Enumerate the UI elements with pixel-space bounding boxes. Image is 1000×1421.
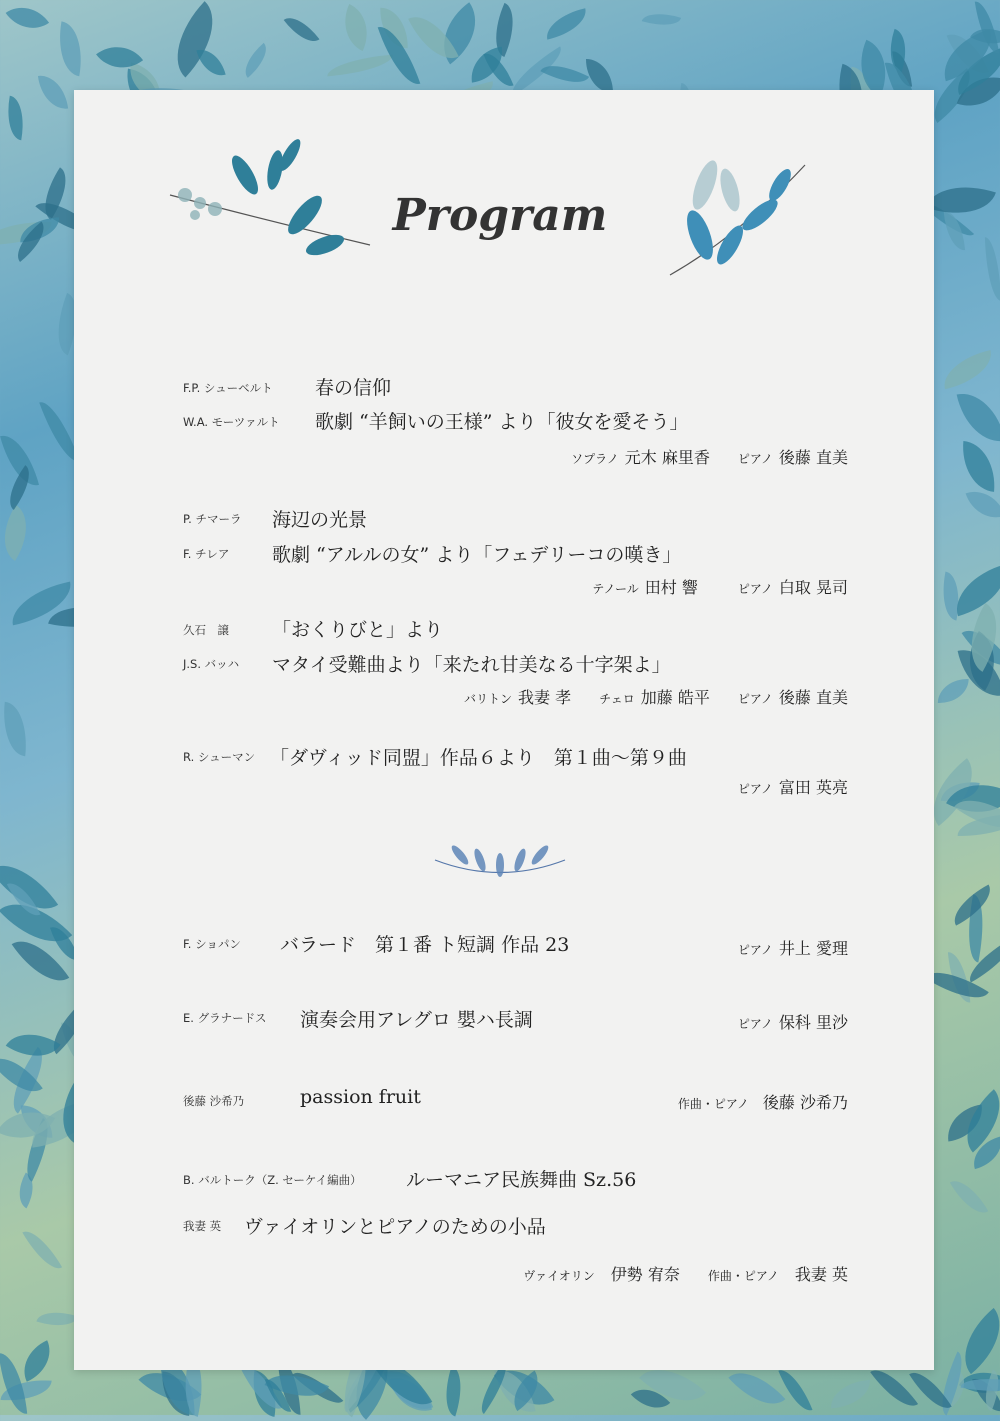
work-title: 春の信仰 <box>315 377 392 399</box>
page-title: Program <box>392 190 608 241</box>
background-leaf <box>938 679 969 705</box>
performer-name: 後藤 直美 <box>778 688 848 707</box>
performer-name: 後藤 直美 <box>778 448 848 467</box>
background-leaf <box>437 1366 469 1416</box>
composer-label: 我妻 英 <box>183 1219 222 1233</box>
background-leaf <box>37 1306 79 1333</box>
background-leaf <box>196 45 225 81</box>
background-leaf <box>779 1365 813 1417</box>
performer-role: ピアノ <box>737 692 773 706</box>
background-leaf <box>830 1380 873 1409</box>
performer-line <box>678 1090 848 1113</box>
background-leaf <box>959 441 998 492</box>
work-title: 「おくりびと」より <box>272 619 444 641</box>
work-title: バラード 第１番 ト短調 作品 23 <box>280 934 570 956</box>
composer-label: F.P. シューベルト <box>183 381 273 395</box>
background-leaf <box>950 1173 988 1220</box>
work-title: マタイ受難曲より「来たれ甘美なる十字架よ」 <box>272 654 671 676</box>
performer-name: 富田 英亮 <box>778 778 848 797</box>
composer-label: F. チレア <box>183 547 230 561</box>
composer-label: P. チマーラ <box>183 512 242 526</box>
performer-role: テノール <box>592 582 639 596</box>
background-leaf <box>542 8 590 40</box>
performer-line <box>592 575 848 598</box>
work-title: 「ダヴィッド同盟」作品６より 第１曲〜第９曲 <box>270 747 687 769</box>
performer-name: 我妻 孝 <box>518 688 572 707</box>
performer-line <box>464 685 848 708</box>
performer-role: チェロ <box>599 692 635 706</box>
performer-line <box>523 1262 848 1285</box>
performer-role: ソプラノ <box>571 452 619 466</box>
background-leaf <box>0 505 40 561</box>
work-title: passion fruit <box>300 1086 421 1108</box>
performer-line <box>738 775 848 798</box>
performer-name: 白取 晃司 <box>778 578 848 597</box>
performer-name: 元木 麻里香 <box>624 448 710 467</box>
background-leaf <box>326 54 394 76</box>
performer-role: 作曲・ピアノ <box>677 1097 749 1111</box>
background-leaf <box>14 1340 59 1382</box>
work-title: 演奏会用アレグロ 嬰ハ長調 <box>300 1009 533 1031</box>
composer-label: 後藤 沙希乃 <box>183 1094 245 1108</box>
performer-role: ピアノ <box>737 582 773 596</box>
performer-name: 伊勢 宥奈 <box>610 1265 680 1284</box>
background-leaf <box>334 4 379 51</box>
background-leaf <box>956 387 1000 449</box>
composer-label: E. グラナードス <box>183 1011 267 1025</box>
performer-role: ピアノ <box>737 1017 773 1031</box>
composer-label: F. ショパン <box>183 937 241 951</box>
background-leaf <box>3 95 29 140</box>
background-leaf <box>23 1224 62 1276</box>
background-leaf <box>11 1173 42 1209</box>
performer-role: ピアノ <box>737 943 773 957</box>
background-leaf <box>939 350 997 389</box>
composer-label: R. シューマン <box>183 750 256 764</box>
work-title: 海辺の光景 <box>272 509 368 531</box>
background-leaf <box>642 7 682 31</box>
performer-line <box>738 936 848 959</box>
performer-role: ヴァイオリン <box>523 1269 595 1283</box>
performer-line <box>738 1010 848 1033</box>
background-leaf <box>586 59 613 93</box>
work-title: 歌劇 “アルルの女” より「フェデリーコの嘆き」 <box>272 544 682 566</box>
background-leaf <box>985 236 1000 300</box>
performer-line <box>571 445 848 468</box>
performer-role: バリトン <box>464 692 513 706</box>
performer-name: 保科 里沙 <box>778 1013 848 1032</box>
work-title: ヴァイオリンとピアノのための小品 <box>244 1216 546 1238</box>
performer-name: 我妻 英 <box>794 1265 848 1284</box>
composer-label: J.S. バッハ <box>183 657 240 671</box>
performer-name: 田村 響 <box>644 578 698 597</box>
composer-label: 久石 譲 <box>183 623 229 637</box>
composer-label: W.A. モーツァルト <box>183 415 280 429</box>
performer-role: 作曲・ピアノ <box>707 1269 779 1283</box>
composer-label: B. バルトーク（Z. セーケイ編曲） <box>183 1173 362 1187</box>
performer-name: 加藤 皓平 <box>640 688 710 707</box>
performer-name: 後藤 沙希乃 <box>762 1093 848 1112</box>
leaf-divider-icon <box>430 835 570 895</box>
work-title: 歌劇 “羊飼いの王様” より「彼女を愛そう」 <box>315 411 689 433</box>
background-leaf <box>284 10 320 50</box>
background-leaf <box>965 484 1000 526</box>
background-leaf <box>237 44 274 79</box>
background-leaf <box>53 21 88 76</box>
background-leaf <box>0 702 30 756</box>
performer-role: ピアノ <box>737 782 773 796</box>
performer-role: ピアノ <box>737 452 773 466</box>
work-title: ルーマニア民族舞曲 Sz.56 <box>406 1169 637 1191</box>
background-leaf <box>38 73 68 112</box>
background-leaf <box>5 0 49 40</box>
performer-name: 井上 愛理 <box>778 939 848 958</box>
